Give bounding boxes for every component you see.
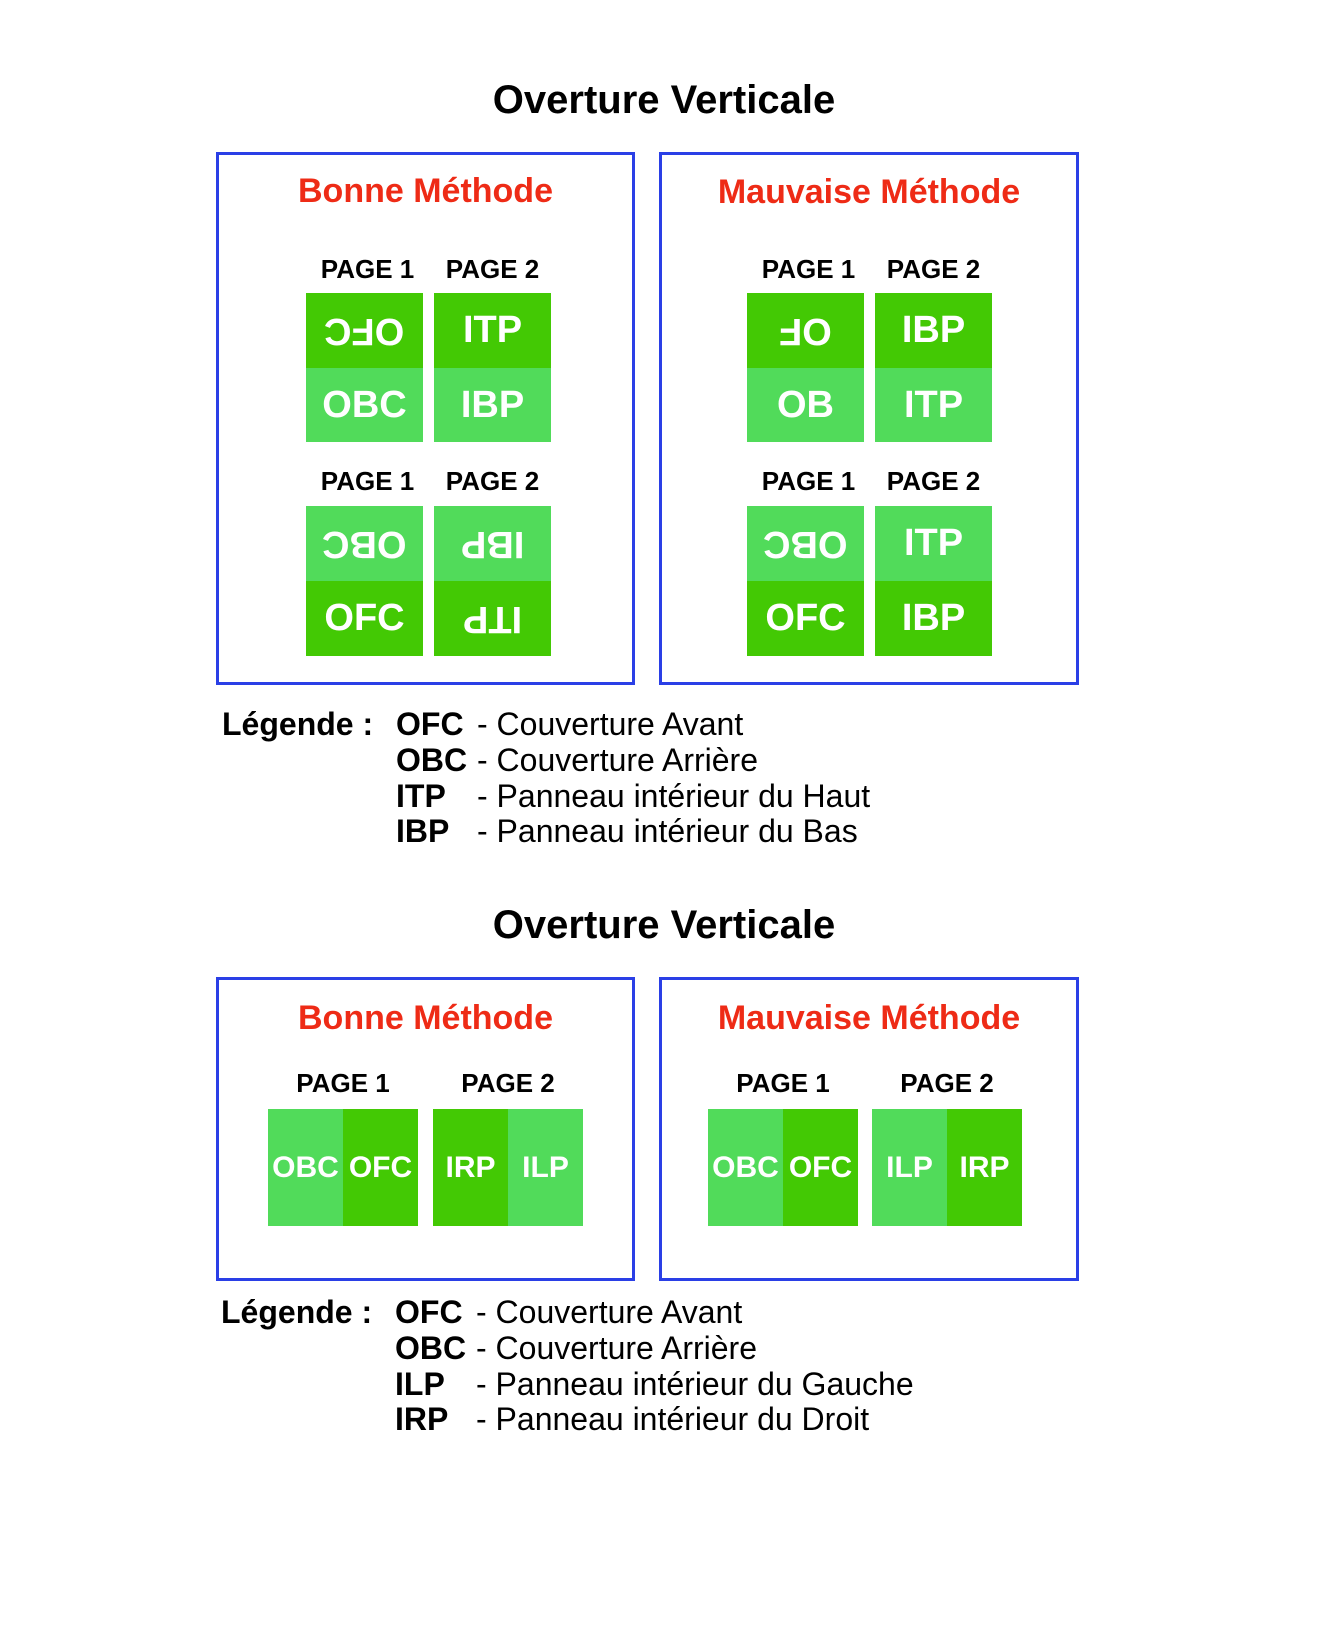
panel-of-upside-down: OF xyxy=(747,293,864,368)
section2-title: Overture Verticale xyxy=(492,903,836,947)
panel-itp-upside-down: ITP xyxy=(434,581,551,656)
legend-description: - Couverture Arrière xyxy=(477,742,758,778)
section1-good-method-box xyxy=(216,152,635,685)
section2-bad-method-heading: Mauvaise Méthode xyxy=(717,999,1021,1037)
legend-code: OFC xyxy=(395,1294,463,1330)
legend-code: IBP xyxy=(396,813,450,849)
panel-ofc: OFC xyxy=(306,581,423,656)
section1-title: Overture Verticale xyxy=(492,78,836,122)
page-1-label: PAGE 1 xyxy=(736,1068,830,1098)
panel-obc-upside-down: OBC xyxy=(306,506,423,581)
page-2-label: PAGE 2 xyxy=(445,254,540,284)
page-2-label: PAGE 2 xyxy=(461,1068,555,1098)
section1-good-method-heading: Bonne Méthode xyxy=(298,172,553,210)
panel-ofc: OFC xyxy=(343,1109,418,1226)
panel-obc-upside-down: OBC xyxy=(747,506,864,581)
page-1-label: PAGE 1 xyxy=(296,1068,390,1098)
legend-code: IRP xyxy=(395,1401,449,1437)
panel-ibp: IBP xyxy=(875,293,992,368)
section1-bad-method-box xyxy=(659,152,1079,685)
legend-description: - Panneau intérieur du Gauche xyxy=(476,1366,914,1402)
panel-irp: IRP xyxy=(947,1109,1022,1226)
panel-obc: OBC xyxy=(306,368,423,442)
section2-good-method-heading: Bonne Méthode xyxy=(298,999,553,1037)
legend-code: OBC xyxy=(396,742,468,778)
legend-description: - Panneau intérieur du Bas xyxy=(477,813,858,849)
legend-description: - Couverture Avant xyxy=(477,706,744,742)
panel-ob: OB xyxy=(747,368,864,442)
page-2-label: PAGE 2 xyxy=(445,466,540,496)
panel-obc: OBC xyxy=(708,1109,783,1226)
legend-code: ITP xyxy=(396,778,446,814)
section1-bad-method-heading: Mauvaise Méthode xyxy=(717,173,1021,211)
legend-heading: Légende : xyxy=(222,706,374,742)
page-1-label: PAGE 1 xyxy=(761,254,856,284)
legend-description: - Couverture Arrière xyxy=(476,1330,757,1366)
page-1-label: PAGE 1 xyxy=(320,466,415,496)
panel-ilp: ILP xyxy=(508,1109,583,1226)
legend-description: - Panneau intérieur du Haut xyxy=(477,778,871,814)
page-2-label: PAGE 2 xyxy=(886,254,981,284)
panel-ibp-upside-down: IBP xyxy=(434,506,551,581)
legend-heading: Légende : xyxy=(221,1294,373,1330)
legend-code: ILP xyxy=(395,1366,445,1402)
panel-ilp: ILP xyxy=(872,1109,947,1226)
page-2-label: PAGE 2 xyxy=(886,466,981,496)
panel-ibp: IBP xyxy=(875,581,992,656)
panel-itp: ITP xyxy=(875,368,992,442)
legend-code: OFC xyxy=(396,706,464,742)
panel-obc: OBC xyxy=(268,1109,343,1226)
page-1-label: PAGE 1 xyxy=(761,466,856,496)
panel-ofc: OFC xyxy=(747,581,864,656)
page-2-label: PAGE 2 xyxy=(900,1068,994,1098)
page-1-label: PAGE 1 xyxy=(320,254,415,284)
panel-ibp: IBP xyxy=(434,368,551,442)
panel-irp: IRP xyxy=(433,1109,508,1226)
legend-code: OBC xyxy=(395,1330,467,1366)
legend-description: - Couverture Avant xyxy=(476,1294,743,1330)
panel-itp: ITP xyxy=(875,506,992,581)
panel-itp: ITP xyxy=(434,293,551,368)
panel-ofc-upside-down: OFC xyxy=(306,293,423,368)
panel-ofc: OFC xyxy=(783,1109,858,1226)
legend-description: - Panneau intérieur du Droit xyxy=(476,1401,870,1437)
